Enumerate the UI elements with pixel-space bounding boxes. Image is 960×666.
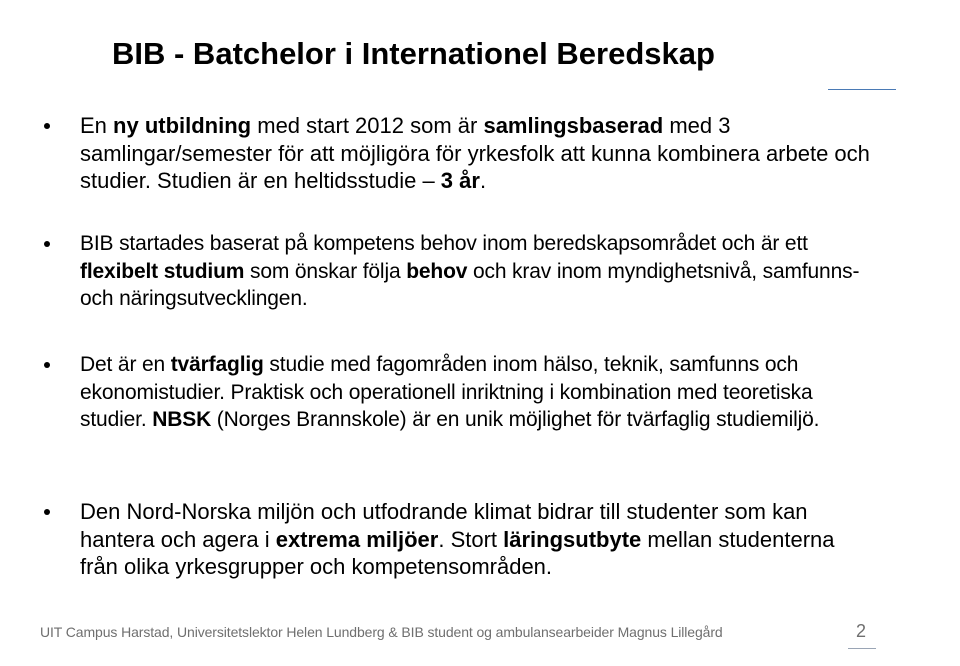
bullet-emphasis: extrema miljöer <box>275 526 439 552</box>
bullet-text-run: som önskar följa <box>244 259 407 283</box>
bullet-emphasis: NBSK <box>152 408 212 432</box>
bullet-text-run: En <box>80 113 114 138</box>
bullet-text <box>80 112 870 195</box>
bullet-text-run: Det är en <box>80 353 171 376</box>
bullet-text-run: studie med fagområden inom hälso, teknik, samfunns och ekonomistudier. Praktisk och operationell inriktning i kombination med teoretiska studier. <box>80 353 813 432</box>
bullet-text-run: med start 2012 som är <box>251 113 484 138</box>
bullet-dot <box>44 509 50 515</box>
bullet-text-run: och krav inom myndighetsnivå, samfunns- och näringsutvecklingen. <box>80 259 860 311</box>
footer-credits: UIT Campus Harstad, Universitetslektor Helen Lundberg & BIB student og ambulansearbeider Magnus Lillegård <box>40 624 723 640</box>
bullet-emphasis: läringsutbyte <box>503 526 642 552</box>
bullet-emphasis: 3 år <box>440 168 480 194</box>
bullet-text <box>80 498 870 581</box>
bullet-dot <box>44 241 50 247</box>
bullet-emphasis: behov <box>406 259 468 283</box>
bullet-text <box>80 351 855 434</box>
slide-title: BIB - Batchelor i Internationel Beredskap <box>112 36 715 71</box>
bullet-emphasis: flexibelt studium <box>80 259 245 283</box>
bullet-text <box>80 230 870 313</box>
bullet-text-run: (Norges Brannskole) är en unik möjlighet för tvärfaglig studiemiljö. <box>211 408 820 432</box>
bullet-emphasis: samlingsbaserad <box>483 113 664 138</box>
bullet-text-run: Den Nord-Norska miljön och utfodrande klimat bidrar till studenter som kan hantera och agera i <box>80 499 808 552</box>
footer-underline <box>848 648 876 649</box>
bullet-emphasis: tvärfaglig <box>170 353 264 376</box>
bullet-emphasis: ny utbildning <box>113 113 252 138</box>
title-underline <box>828 89 896 90</box>
bullet-text-run: mellan studenterna från olika yrkesgrupper och kompetensområden. <box>80 526 835 580</box>
bullet-text-run: . Stort <box>438 526 504 552</box>
bullet-dot <box>44 123 50 129</box>
bullet-text-run: BIB startades baserat på kompetens behov inom beredskapsområdet och är ett <box>80 232 808 255</box>
bullet-text-run: . <box>479 168 487 194</box>
bullet-dot <box>44 362 50 368</box>
bullet-text-run: med 3 samlingar/semester för att möjligöra för yrkesfolk att kunna kombinera arbete och studier. Studien är en heltidsstudie – <box>80 113 870 194</box>
page-number: 2 <box>856 621 867 641</box>
